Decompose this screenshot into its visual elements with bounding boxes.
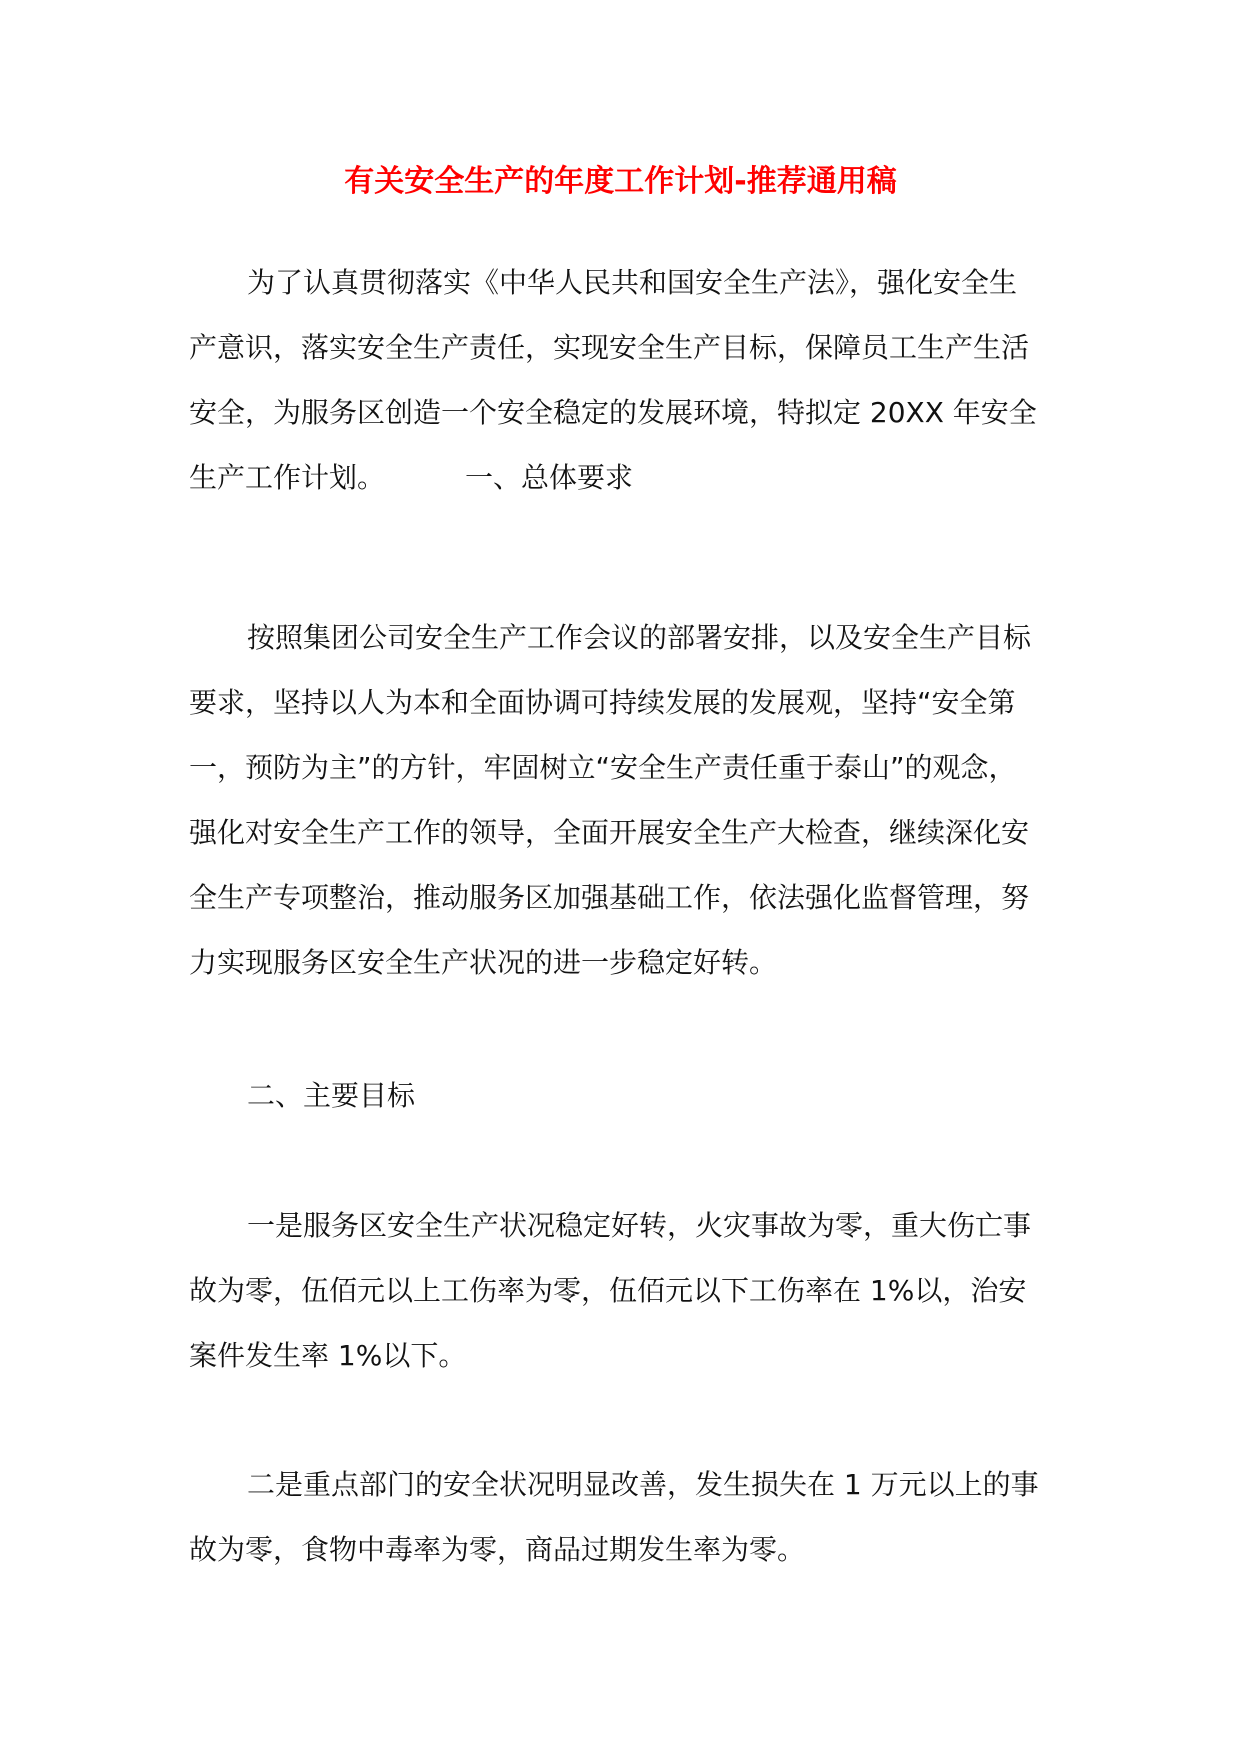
paragraph-line: 故为零，伍佰元以上工伤率为零，伍佰元以下工伤率在 1%以，治安 bbox=[189, 1274, 1027, 1307]
paragraph-line: 要求，坚持以人为本和全面协调可持续发展的发展观，坚持“安全第 bbox=[189, 686, 1016, 719]
paragraph-line: 全生产专项整治，推动服务区加强基础工作，依法强化监督管理，努 bbox=[189, 881, 1030, 914]
paragraph-line: 为了认真贯彻落实《中华人民共和国安全生产法》，强化安全生 bbox=[247, 266, 1018, 299]
paragraph-line: 安全，为服务区创造一个安全稳定的发展环境，特拟定 20XX 年安全 bbox=[189, 396, 1037, 429]
section-heading-main-goals bbox=[189, 1063, 1059, 1128]
paragraph-line: 二是重点部门的安全状况明显改善，发生损失在 1 万元以上的事 bbox=[247, 1468, 1039, 1501]
paragraph-requirements bbox=[189, 605, 1059, 995]
paragraph-line: 强化对安全生产工作的领导，全面开展安全生产大检查，继续深化安 bbox=[189, 816, 1030, 849]
paragraph-line: 力实现服务区安全生产状况的进一步稳定好转。 bbox=[189, 946, 778, 979]
paragraph-line: 一，预防为主”的方针，牢固树立“安全生产责任重于泰山”的观念， bbox=[189, 751, 1017, 784]
section-heading-general-requirements: 一、总体要求 bbox=[465, 461, 634, 494]
paragraph-line: 一是服务区安全生产状况稳定好转，火灾事故为零，重大伤亡事 bbox=[247, 1209, 1032, 1242]
paragraph-line: 故为零，食物中毒率为零，商品过期发生率为零。 bbox=[189, 1533, 806, 1566]
heading-text: 二、主要目标 bbox=[247, 1079, 416, 1112]
paragraph-line: 产意识，落实安全生产责任，实现安全生产目标，保障员工生产生活 bbox=[189, 331, 1030, 364]
paragraph-line: 案件发生率 1%以下。 bbox=[189, 1339, 467, 1372]
paragraph-line-text: 生产工作计划。 bbox=[189, 461, 386, 494]
paragraph-line: 按照集团公司安全生产工作会议的部署安排，以及安全生产目标 bbox=[247, 621, 1032, 654]
paragraph-intro bbox=[189, 250, 1059, 510]
paragraph-line-with-heading bbox=[189, 445, 1059, 510]
paragraph-goal-two bbox=[189, 1452, 1059, 1582]
document-title: 有关安全生产的年度工作计划-推荐通用稿 bbox=[344, 164, 897, 199]
paragraph-goal-one bbox=[189, 1193, 1059, 1388]
